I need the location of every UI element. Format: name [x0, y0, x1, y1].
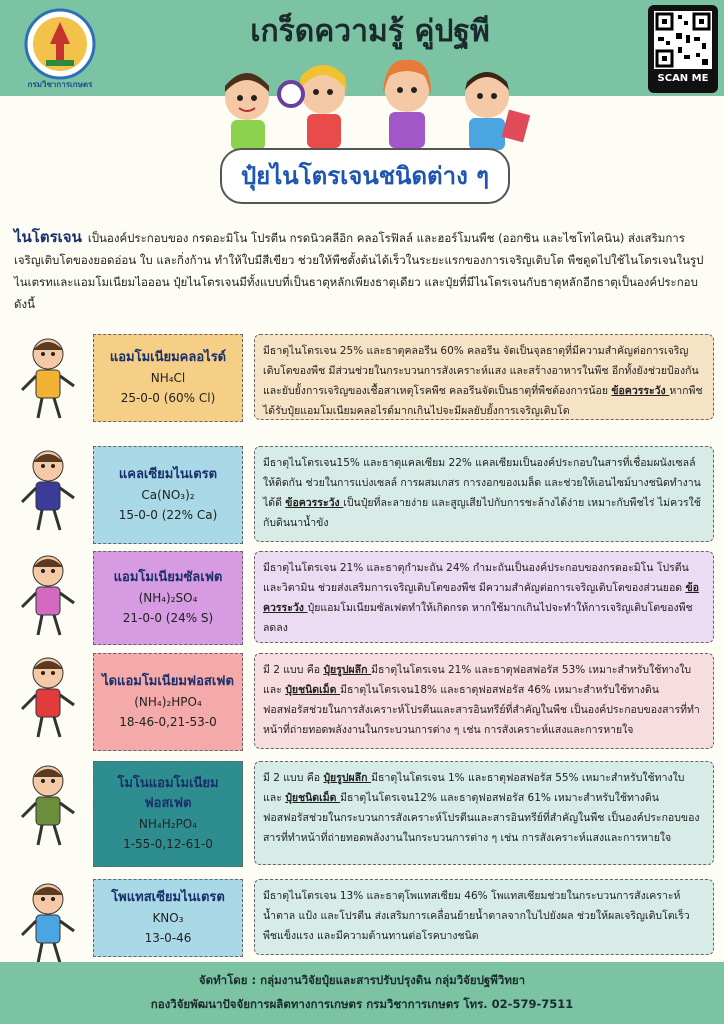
- description-text: มีธาตุไนโตรเจน 13% และธาตุโพแทสเซียม 46% โพแทสเซียมช่วยในกระบวนการสังเคราะห์น้ำตาล แป้ง และโปรตีน ส่งเสริมการเคลื่อนย้ายน้ำตาลจากใบไปยังผล ช่วยให้ผลเจริญเติบโตเร็ว พืชแข็งแรง และมีความต้านทานต่อโรคบางชนิด: [263, 890, 690, 942]
- fertilizer-name-card: [93, 551, 243, 645]
- kid-figure: [8, 334, 88, 424]
- fertilizer-name-card: [93, 334, 243, 422]
- kid-3: [383, 60, 431, 148]
- fertilizer-name-card: [93, 879, 243, 957]
- description-text: มีธาตุไนโตรเจน18% และธาตุฟอสฟอรัส 46% เหมาะสำหรับใช้ทางดิน ฟอสฟอรัสช่วยในการสังเคราะห์โปรตีนและสารอินทรีย์ที่สำคัญในพืช เป็นองค์ประกอบของสารที่ทำหน้าที่ถ่ายทอดพลังงานในกระบวนการต่าง ๆ เช่น การสังเคราะห์แสงและการหายใจ: [263, 684, 700, 736]
- description-emphasis: ข้อควรระวัง: [285, 497, 344, 509]
- fertilizer-row: [0, 446, 724, 542]
- logo-text: กรมวิชาการเกษตร: [27, 80, 93, 89]
- department-logo: [24, 8, 96, 86]
- footer-line-2: กองวิจัยพัฒนาปัจจัยการผลิตทางการเกษตร กรมวิชาการเกษตร โทร. 02-579-7511: [150, 997, 574, 1011]
- fertilizer-grade: 1-55-0,12-61-0: [123, 837, 213, 851]
- fertilizer-formula: NH₄Cl: [150, 371, 186, 385]
- description-emphasis: ปุ๋ยชนิดเม็ด: [285, 684, 341, 696]
- footer-line-1: จัดทำโดย : กลุ่มงานวิจัยปุ๋ยและสารปรับปรุงดิน กลุ่มวิจัยปฐพีวิทยา: [198, 973, 526, 987]
- fertilizer-grade: 21-0-0 (24% S): [122, 611, 214, 625]
- description-text: ปุ๋ยแอมโมเนียมซัลเฟตทำให้เกิดกรด หากใช้มากเกินไปจะทำให้การเจริญเติบโตของพืชลดลง: [263, 602, 693, 634]
- description-text: มี 2 แบบ คือ: [263, 772, 324, 784]
- fertilizer-row: [0, 551, 724, 643]
- kid-figure: [8, 551, 88, 641]
- kid-2: [279, 65, 347, 148]
- fertilizer-name: แอมโมเนียมซัลเฟต: [113, 570, 223, 585]
- fertilizer-name-card: [93, 653, 243, 751]
- kid-figure: [8, 446, 88, 536]
- kid-figure: [8, 879, 88, 969]
- description-emphasis: ปุ๋ยชนิดเม็ด: [285, 792, 341, 804]
- description-text: มีธาตุไนโตรเจน15% และธาตุแคลเซียม 22% แคลเซียมเป็นองค์ประกอบในสารที่เชื่อมผนังเซลล์ให้ติดกัน ช่วยในการแบ่งเซลล์ การผสมเกสร การงอกของเมล็ด และช่วยให้เอนไซม์บางชนิดทำงานได้ดี: [263, 457, 701, 509]
- description-text: มีธาตุไนโตรเจน 25% และธาตุคลอรีน 60% คลอรีน จัดเป็นจุลธาตุที่มีความสำคัญต่อการเจริญเติบโตของพืช มีส่วนช่วยในกระบวนการสังเคราะห์แสง และสร้างอาหารในพืช อีกทั้งยังช่วยป้องกันและยับยั้งการเจริญของเชื้อสาเหตุโรคพืช คลอรีนจัดเป็นธาตุที่พืชต้องการน้อย: [263, 345, 699, 397]
- fertilizer-name: ไดแอมโมเนียมฟอสเฟต: [102, 674, 234, 689]
- fertilizer-row: [0, 879, 724, 955]
- kid-1: [225, 73, 269, 150]
- qr-pattern: [654, 11, 712, 69]
- qr-label: SCAN ME: [657, 73, 709, 84]
- fertilizer-description: [254, 446, 714, 542]
- fertilizer-name: แอมโมเนียมคลอไรด์: [109, 350, 227, 365]
- intro-lead: ไนโตรเจน: [14, 228, 82, 246]
- description-text: มีธาตุไนโตรเจน 1% และธาตุฟอสฟอรัส 55% เหมาะสำหรับใช้ทางใบ และ: [263, 772, 685, 804]
- fertilizer-grade: 18-46-0,21-53-0: [119, 715, 217, 729]
- fertilizer-formula: (NH₄)₂HPO₄: [134, 695, 202, 709]
- fertilizer-description: [254, 653, 714, 749]
- fertilizer-row: [0, 334, 724, 420]
- description-text: มี 2 แบบ คือ: [263, 664, 324, 676]
- fertilizer-grade: 13-0-46: [144, 931, 192, 945]
- kid-figure: [8, 653, 88, 743]
- description-emphasis: ข้อควรระวัง: [263, 582, 699, 614]
- intro-text: เป็นองค์ประกอบของ กรดอะมิโน โปรตีน กรดนิวคลีอิก คลอโรฟิลล์ และฮอร์โมนพืช (ออกซิน และไซโทไคนิน) ส่งเสริมการเจริญเติบโตของยอดอ่อน ใบ และกิ่งก้าน ทำให้ใบมีสีเขียว ช่วยให้พืชตั้งต้นได้เร็วในระยะแรกของการเจริญเติบโต พืชดูดไปใช้ไนโตรเจนในรูปไนเตรทและแอมโมเนียมไอออน ปุ๋ยไนโตรเจนมีทั้งแบบที่เป็นธาตุหลักเพียงธาตุเดียว และปุ๋ยที่มีไนโตรเจนกับธาตุหลักอีกธาตุเป็นองค์ประกอบ ดังนี้: [14, 231, 704, 311]
- subtitle-banner: [220, 148, 510, 204]
- fertilizer-formula: (NH₄)₂SO₄: [138, 591, 198, 605]
- fertilizer-name: แคลเซียมไนเตรต: [118, 467, 218, 482]
- fertilizer-name: โพแทสเซียมไนเตรต: [111, 890, 225, 905]
- qr-code[interactable]: [648, 5, 718, 93]
- fertilizer-description: [254, 334, 714, 420]
- footer: [0, 962, 724, 1024]
- fertilizer-row: [0, 653, 724, 749]
- description-text: มีธาตุไนโตรเจน 21% และธาตุกำมะถัน 24% กำมะถันเป็นองค์ประกอบของกรดอะมิโน โปรตีน และวิตามิน ช่วยส่งเสริมการเจริญเติบโตของพืช มีความสำคัญต่อการเจริญเติบโตของส่วนยอด: [263, 562, 689, 594]
- description-text: หากพืชได้รับปุ๋ยแอมโมเนียมคลอไรด์มากเกินไปจะมีผลยับยั้งการเจริญเติบโต: [263, 385, 703, 417]
- intro-paragraph: [14, 226, 710, 315]
- fertilizer-name: โมโนแอมโมเนียมฟอสเฟต: [117, 776, 219, 811]
- description-text: มีธาตุไนโตรเจน 21% และธาตุฟอสฟอรัส 53% เหมาะสำหรับใช้ทางใบ และ: [263, 664, 692, 696]
- description-emphasis: ข้อควรระวัง: [611, 385, 670, 397]
- fertilizer-description: [254, 761, 714, 865]
- fertilizer-grade: 15-0-0 (22% Ca): [118, 508, 218, 522]
- fertilizer-row: [0, 761, 724, 865]
- kid-figure: [8, 761, 88, 851]
- fertilizer-description: [254, 879, 714, 955]
- fertilizer-formula: Ca(NO₃)₂: [141, 488, 195, 502]
- description-emphasis: ปุ๋ยรูปผลึก: [323, 772, 372, 784]
- subtitle: ปุ๋ยไนโตรเจนชนิดต่าง ๆ: [240, 161, 490, 190]
- fertilizer-grade: 25-0-0 (60% Cl): [120, 391, 216, 405]
- description-emphasis: ปุ๋ยรูปผลึก: [323, 664, 372, 676]
- fertilizer-name-card: [93, 761, 243, 867]
- description-text: เป็นปุ๋ยที่ละลายง่าย และสูญเสียไปกับการชะล้างได้ง่าย เหมาะกับพืชไร่ ไม่ควรใช้กับดินนาน้ำขัง: [263, 497, 701, 529]
- page-title: เกร็ดความรู้ คู่ปฐพี: [250, 14, 490, 49]
- fertilizer-formula: KNO₃: [152, 911, 184, 925]
- kid-4: [465, 72, 530, 150]
- fertilizer-description: [254, 551, 714, 643]
- kids-illustration: [195, 46, 535, 156]
- description-text: มีธาตุไนโตรเจน12% และธาตุฟอสฟอรัส 61% เหมาะสำหรับใช้ทางดิน ฟอสฟอรัสช่วยในกระบวนการสังเคราะห์โปรตีนและสารอินทรีย์ที่สำคัญในพืช เป็นองค์ประกอบของสารที่ทำหน้าที่ถ่ายทอดพลังงานในกระบวนการต่าง ๆ เช่น การสังเคราะห์แสงและการหายใจ: [263, 792, 700, 844]
- fertilizer-name-card: [93, 446, 243, 544]
- fertilizer-formula: NH₄H₂PO₄: [138, 817, 198, 831]
